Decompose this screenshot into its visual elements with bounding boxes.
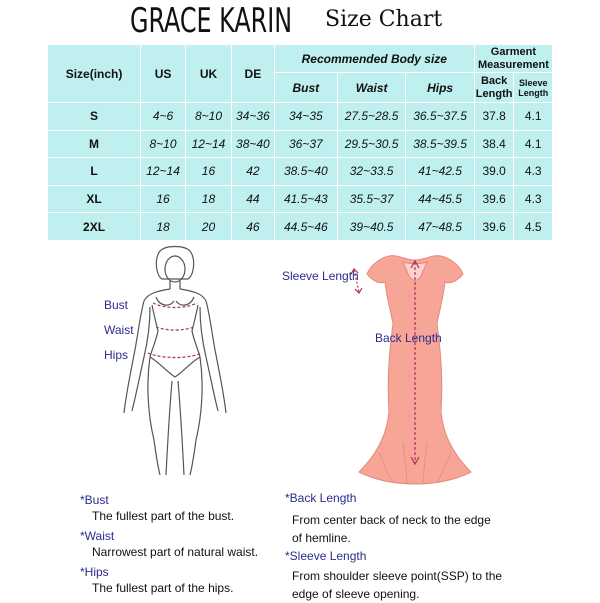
cell-de: 42 [231,158,274,186]
cell-hips: 36.5~37.5 [406,103,475,131]
cell-bust: 36~37 [274,130,337,158]
chart-subtitle: Size Chart [325,7,443,32]
figure-label-back-length: Back Length [375,331,442,345]
size-table [47,44,553,241]
col-de-header: DE [231,45,274,103]
note-waist-desc: Narrowest part of natural waist. [92,545,259,559]
cell-hips: 38.5~39.5 [406,130,475,158]
table-row [48,130,553,158]
cell-bust: 44.5~46 [274,213,337,241]
table-row [48,185,553,213]
cell-hips: 47~48.5 [406,213,475,241]
note-sleeve-desc-1: From shoulder sleeve point(SSP) to the [292,569,503,583]
note-bust-title: *Bust [80,493,109,507]
cell-sleeve: 4.3 [514,158,553,186]
cell-sleeve: 4.1 [514,130,553,158]
cell-us: 12~14 [141,158,186,186]
cell-waist: 27.5~28.5 [337,103,405,131]
cell-waist: 29.5~30.5 [337,130,405,158]
cell-de: 46 [231,213,274,241]
col-waist-header: Waist [337,73,405,103]
cell-back: 39.6 [474,213,514,241]
cell-us: 18 [141,213,186,241]
cell-us: 8~10 [141,130,186,158]
cell-size: M [48,130,141,158]
cell-waist: 35.5~37 [337,185,405,213]
cell-sleeve: 4.1 [514,103,553,131]
figure-label-hips: Hips [104,348,129,362]
cell-bust: 34~35 [274,103,337,131]
dress-figure [345,252,480,487]
note-sleeve-title: *Sleeve Length [285,549,367,563]
cell-size: S [48,103,141,131]
cell-back: 39.6 [474,185,514,213]
cell-us: 16 [141,185,186,213]
col-us-header: US [141,45,186,103]
col-hips-header: Hips [406,73,475,103]
note-sleeve-desc-2: edge of sleeve opening. [292,587,420,601]
cell-bust: 41.5~43 [274,185,337,213]
cell-bust: 38.5~40 [274,158,337,186]
table-row [48,158,553,186]
cell-back: 37.8 [474,103,514,131]
figure-label-sleeve-length: Sleeve Length [282,269,359,283]
cell-size: 2XL [48,213,141,241]
cell-us: 4~6 [141,103,186,131]
cell-hips: 44~45.5 [406,185,475,213]
group-garment-header: Garment Measurement [474,45,552,73]
note-back-desc-2: of hemline. [292,531,351,545]
figure-label-bust: Bust [104,298,129,312]
figure-label-waist: Waist [104,323,134,337]
table-row [48,213,553,241]
cell-uk: 8~10 [185,103,231,131]
cell-size: XL [48,185,141,213]
group-body-header: Recommended Body size [274,45,474,73]
cell-sleeve: 4.5 [514,213,553,241]
body-figure [100,245,250,480]
cell-de: 44 [231,185,274,213]
cell-waist: 39~40.5 [337,213,405,241]
notes-left [80,492,258,596]
note-hips-title: *Hips [80,565,109,579]
note-back-title: *Back Length [285,491,357,505]
col-uk-header: UK [185,45,231,103]
cell-uk: 18 [185,185,231,213]
cell-de: 38~40 [231,130,274,158]
note-hips-desc: The fullest part of the hips. [92,581,234,595]
cell-de: 34~36 [231,103,274,131]
cell-size: L [48,158,141,186]
col-sleeve-header: Sleeve Length [514,73,553,103]
cell-sleeve: 4.3 [514,185,553,213]
cell-back: 39.0 [474,158,514,186]
notes-right [285,489,502,603]
cell-hips: 41~42.5 [406,158,475,186]
brand-title: GRACE KARIN [130,1,293,41]
note-waist-title: *Waist [80,529,115,543]
col-back-header: Back Length [474,73,514,103]
col-size-header: Size(inch) [48,45,141,103]
cell-waist: 32~33.5 [337,158,405,186]
note-back-desc-1: From center back of neck to the edge [292,513,491,527]
cell-back: 38.4 [474,130,514,158]
cell-uk: 20 [185,213,231,241]
cell-uk: 12~14 [185,130,231,158]
col-bust-header: Bust [274,73,337,103]
note-bust-desc: The fullest part of the bust. [92,509,235,523]
header [47,0,553,44]
cell-uk: 16 [185,158,231,186]
table-row [48,103,553,131]
